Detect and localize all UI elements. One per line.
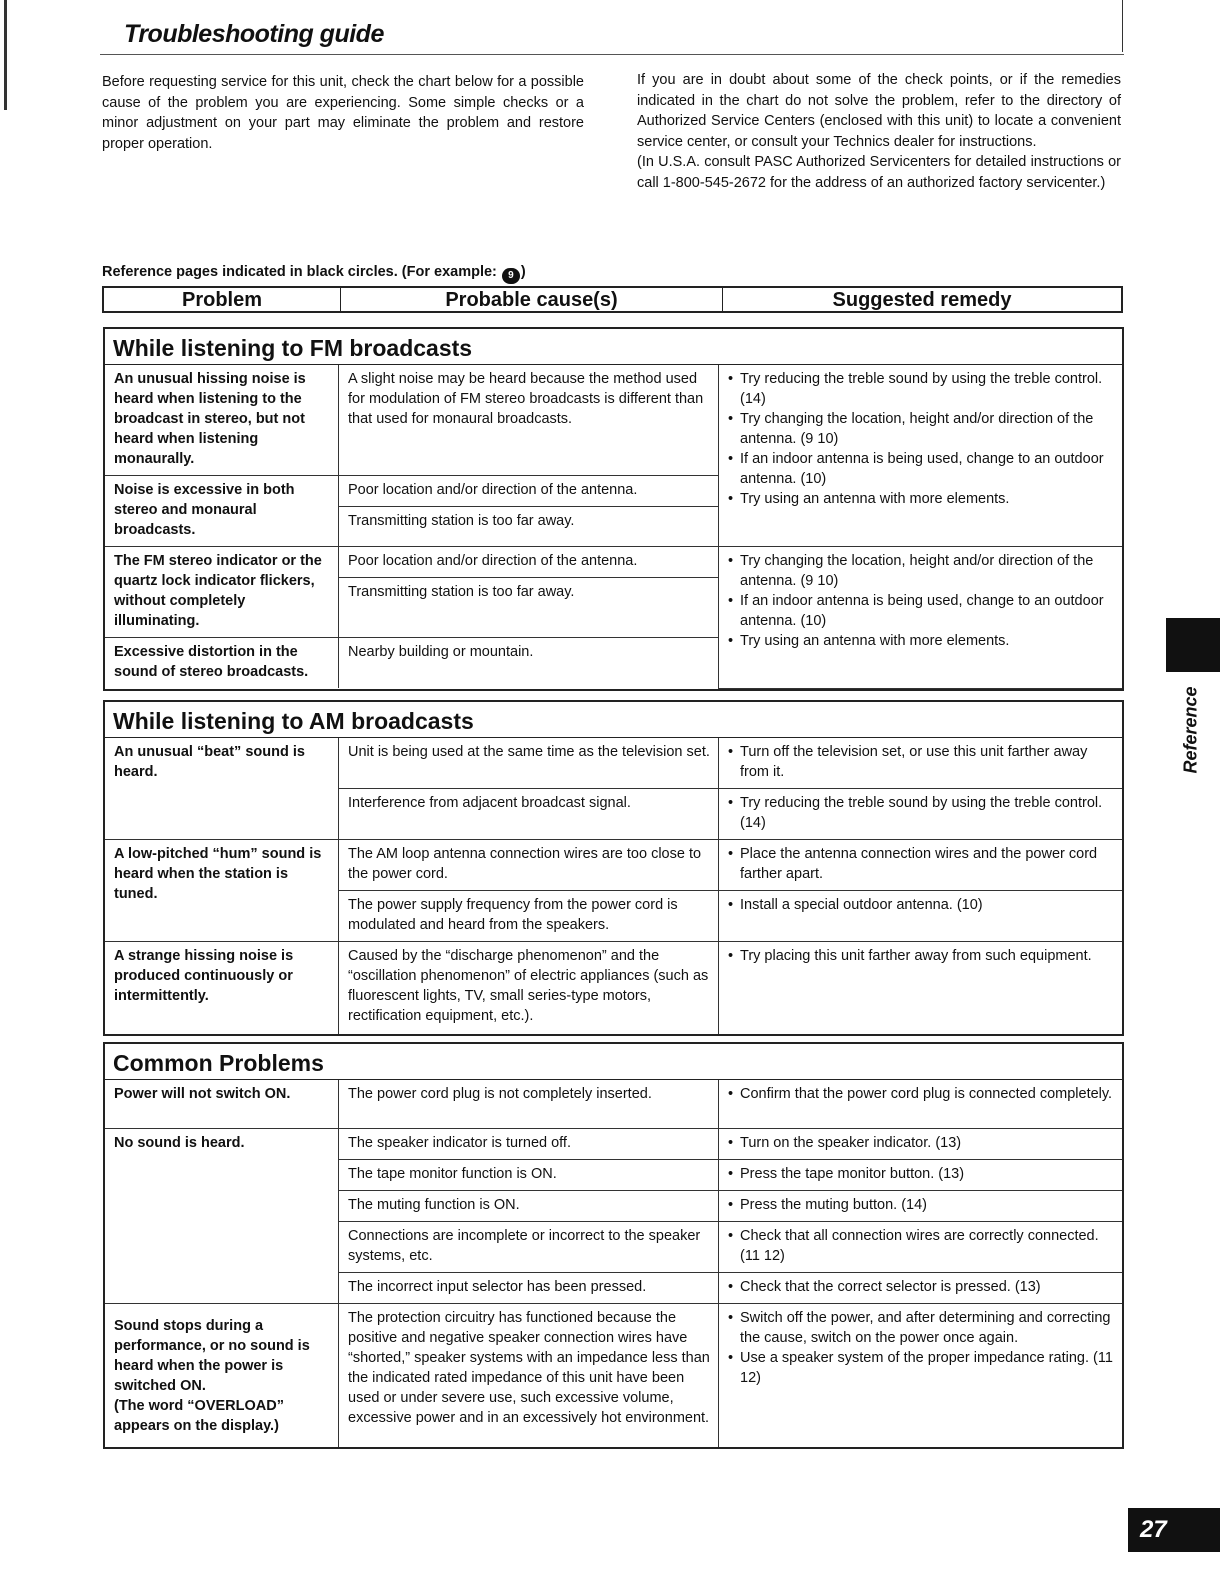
cause-cell: The power supply frequency from the power cord is modulated and heard from the speakers. <box>339 891 719 942</box>
am-section <box>103 700 1124 1036</box>
remedy-item: • Turn off the television set, or use this unit farther away from it. <box>728 742 1114 782</box>
intro-left-text: Before requesting service for this unit, check the chart below for a possible cause of the problem you are experiencing. Some simple checks or a minor adjustment on your part may eliminate the problem and restore proper operation. <box>102 74 584 152</box>
problem-cell: Noise is excessive in both stereo and monaural broadcasts. <box>105 476 339 547</box>
section-title: Common Problems <box>105 1044 1122 1080</box>
remedy-cell <box>719 1303 1123 1447</box>
remedy-item: • Try reducing the treble sound by using the treble control. (14) <box>728 369 1114 409</box>
intro-right <box>637 70 1121 193</box>
cause-cell: Poor location and/or direction of the antenna. <box>339 547 719 578</box>
cause-cell: The AM loop antenna connection wires are too close to the power cord. <box>339 840 719 891</box>
remedy-cell <box>719 891 1123 942</box>
cause-cell: Transmitting station is too far away. <box>339 507 719 547</box>
problem-cell: The FM stereo indicator or the quartz lock indicator flickers, without completely illuminating. <box>105 547 339 638</box>
reference-note-close: ) <box>520 264 526 280</box>
remedy-item: • Check that the correct selector is pressed. (13) <box>728 1277 1114 1297</box>
cause-cell: Caused by the “discharge phenomenon” and the “oscillation phenomenon” of electric appliances (such as fluorescent lights, TV, small series-type motors, rectification equipment, etc.). <box>339 942 719 1034</box>
remedy-item: • Try placing this unit farther away from such equipment. <box>728 946 1114 966</box>
column-header-problem: Problem <box>104 288 341 311</box>
problem-cell: Power will not switch ON. <box>105 1080 339 1128</box>
am-table <box>105 738 1122 1034</box>
remedy-item: • Switch off the power, and after determining and correcting the cause, switch on the power once again. <box>728 1308 1114 1348</box>
reference-tab-marker <box>1166 618 1220 672</box>
cause-cell: Nearby building or mountain. <box>339 638 719 689</box>
remedy-cell <box>719 1221 1123 1272</box>
cause-cell: The speaker indicator is turned off. <box>339 1128 719 1159</box>
problem-cell: A strange hissing noise is produced continuously or intermittently. <box>105 942 339 1034</box>
example-circle: 9 <box>502 268 520 284</box>
page-edge-mark <box>1122 0 1123 52</box>
problem-cell: An unusual “beat” sound is heard. <box>105 738 339 840</box>
remedy-item: • Install a special outdoor antenna. (10) <box>728 895 1114 915</box>
remedy-item: • Turn on the speaker indicator. (13) <box>728 1133 1114 1153</box>
column-header-remedy: Suggested remedy <box>832 289 1012 311</box>
common-section <box>103 1042 1124 1449</box>
intro-right-text: If you are in doubt about some of the check points, or if the remedies indicated in the chart do not solve the problem, refer to the directory of Authorized Service Centers (enclosed with this unit) to locate a convenient service center, or consult your Technics dealer for instructions. <box>637 72 1121 150</box>
problem-cell: No sound is heard. <box>105 1128 339 1303</box>
cause-cell: Interference from adjacent broadcast signal. <box>339 789 719 840</box>
remedy-cell <box>719 738 1123 789</box>
remedy-cell <box>719 942 1123 1034</box>
cause-cell: The protection circuitry has functioned because the positive and negative speaker connection wires have “shorted,” speaker systems with an impedance less than the indicated rated impedance of this unit have been used or under severe use, such excessive volume, excessive power and in an excessively hot environment. <box>339 1303 719 1447</box>
problem-note: (The word “OVERLOAD” appears on the display.) <box>114 1397 284 1434</box>
remedy-cell <box>719 1272 1123 1303</box>
fm-section <box>103 327 1124 691</box>
remedy-item: • Try reducing the treble sound by using the treble control. (14) <box>728 793 1114 833</box>
remedy-item: • Check that all connection wires are correctly connected. (11 12) <box>728 1226 1114 1266</box>
page-title: Troubleshooting guide <box>124 20 384 48</box>
remedy-item: • Try using an antenna with more elements. <box>728 489 1114 509</box>
column-header-cause: Probable cause(s) <box>341 288 723 311</box>
reference-note <box>102 264 526 284</box>
cause-cell: The tape monitor function is ON. <box>339 1159 719 1190</box>
cause-cell: Connections are incomplete or incorrect to the speaker systems, etc. <box>339 1221 719 1272</box>
remedy-item: • If an indoor antenna is being used, change to an outdoor antenna. (10) <box>728 449 1114 489</box>
column-header-bar <box>102 286 1123 313</box>
reference-side-label: Reference <box>1180 686 1201 774</box>
remedy-cell <box>719 840 1123 891</box>
title-rule <box>100 54 1124 55</box>
problem-cell: An unusual hissing noise is heard when listening to the broadcast in stereo, but not heard when listening monaurally. <box>105 365 339 476</box>
remedy-item: • Press the muting button. (14) <box>728 1195 1114 1215</box>
problem-text: Sound stops during a performance, or no sound is heard when the power is switched ON. <box>114 1317 310 1394</box>
common-table <box>105 1080 1122 1447</box>
remedy-item: • Try changing the location, height and/or direction of the antenna. (9 10) <box>728 409 1114 449</box>
remedy-cell <box>719 365 1123 547</box>
page-edge-mark <box>4 0 7 110</box>
cause-cell: The incorrect input selector has been pressed. <box>339 1272 719 1303</box>
remedy-item: • Try changing the location, height and/or direction of the antenna. (9 10) <box>728 551 1114 591</box>
remedy-item: • If an indoor antenna is being used, change to an outdoor antenna. (10) <box>728 591 1114 631</box>
cause-cell: Transmitting station is too far away. <box>339 578 719 638</box>
remedy-cell <box>719 1080 1123 1128</box>
page-number: 27 <box>1128 1508 1220 1552</box>
remedy-cell <box>719 1128 1123 1159</box>
cause-cell: Poor location and/or direction of the antenna. <box>339 476 719 507</box>
reference-note-text: Reference pages indicated in black circles. (For example: <box>102 264 501 280</box>
remedy-item: • Press the tape monitor button. (13) <box>728 1164 1114 1184</box>
remedy-cell <box>719 1190 1123 1221</box>
remedy-item: • Place the antenna connection wires and the power cord farther apart. <box>728 844 1114 884</box>
fm-table <box>105 365 1122 689</box>
cause-cell: A slight noise may be heard because the method used for modulation of FM stereo broadcasts is different than that used for monaural broadcasts. <box>339 365 719 476</box>
cause-cell: The muting function is ON. <box>339 1190 719 1221</box>
cause-cell: Unit is being used at the same time as the television set. <box>339 738 719 789</box>
remedy-item: • Confirm that the power cord plug is connected completely. <box>728 1084 1114 1104</box>
intro-right-usa: (In U.S.A. consult PASC Authorized Servicenters for detailed instructions or call 1-800-545-2672 for the address of an authorized factory servicenter.) <box>637 154 1121 191</box>
remedy-item: • Use a speaker system of the proper impedance rating. (11 12) <box>728 1348 1114 1388</box>
section-title: While listening to AM broadcasts <box>105 702 1122 738</box>
remedy-cell <box>719 789 1123 840</box>
intro-left <box>102 72 584 154</box>
cause-cell: The power cord plug is not completely inserted. <box>339 1080 719 1128</box>
remedy-cell <box>719 547 1123 689</box>
section-title: While listening to FM broadcasts <box>105 329 1122 365</box>
remedy-item: • Try using an antenna with more elements. <box>728 631 1114 651</box>
problem-cell <box>105 1303 339 1447</box>
remedy-cell <box>719 1159 1123 1190</box>
problem-cell: Excessive distortion in the sound of stereo broadcasts. <box>105 638 339 689</box>
problem-cell: A low-pitched “hum” sound is heard when the station is tuned. <box>105 840 339 942</box>
